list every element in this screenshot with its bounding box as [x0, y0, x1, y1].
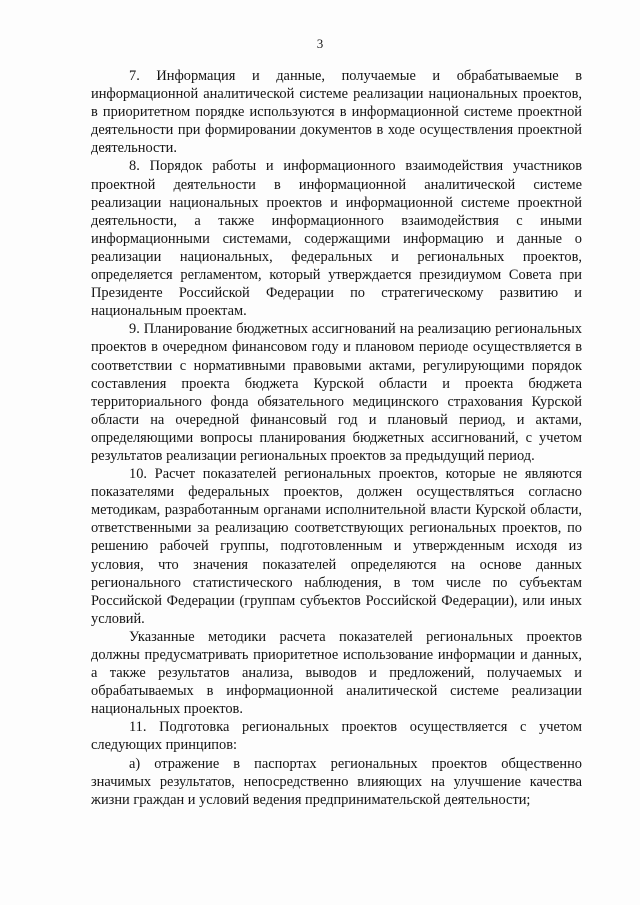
- paragraph-7: 7. Информация и данные, получаемые и обрабатываемые в информационной аналитической системе реализации национальных проектов, в приоритетном порядке используются в информационной системе проектной деятельности при формировании документов в ходе осуществления проектной деятельности.: [91, 68, 582, 157]
- paragraph-11-a: а) отражение в паспортах региональных проектов общественно значимых результатов, непосредственно влияющих на улучшение качества жизни граждан и условий ведения предпринимательской деятельности;: [91, 755, 582, 808]
- paragraph-10: 10. Расчет показателей региональных проектов, которые не являются показателями федеральных проектов, должен осуществляться согласно методикам, разработанным органами исполнительной власти Курской области, ответственными за реализацию соответствующих региональных проектов, по решению рабочей группы, подготовленным и утвержденным исходя из условия, что значения показателей определяются на основе данных регионального статистического наблюдения, в том числе по субъектам Российской Федерации (группам субъектов Российской Федерации), или иных условий.: [91, 466, 582, 627]
- paragraph-11: 11. Подготовка региональных проектов осуществляется с учетом следующих принципов:: [91, 719, 582, 754]
- paragraph-9: 9. Планирование бюджетных ассигнований на реализацию региональных проектов в очередном финансовом году и плановом периоде осуществляется в соответствии с нормативными правовыми актами, регулирующими порядок составления проекта бюджета Курской области и проекта бюджета территориального фонда обязательного медицинского страхования Курской области на очередной финансовый год и плановый период, и актами, определяющими вопросы планирования бюджетных ассигнований, с учетом результатов реализации региональных проектов за предыдущий период.: [91, 321, 582, 464]
- paragraph-methods: Указанные методики расчета показателей региональных проектов должны предусматривать приоритетное использование информации и данных, а также результатов анализа, выводов и предложений, получаемых и обрабатываемых в информационной аналитической системе реализации национальных проектов.: [91, 628, 582, 718]
- paragraph-8: 8. Порядок работы и информационного взаимодействия участников проектной деятельности в информационной аналитической системе реализации национальных проектов и информационной системе проектной деятельности, а также информационного взаимодействия с иными информационными системами, содержащими информацию и данные о реализации национальных, федеральных и региональных проектов, определяется регламентом, который утверждается президиумом Совета при Президенте Российской Федерации по стратегическому развитию и национальным проектам.: [91, 158, 582, 320]
- page-number: 3: [316, 36, 324, 51]
- document-body: [91, 67, 582, 809]
